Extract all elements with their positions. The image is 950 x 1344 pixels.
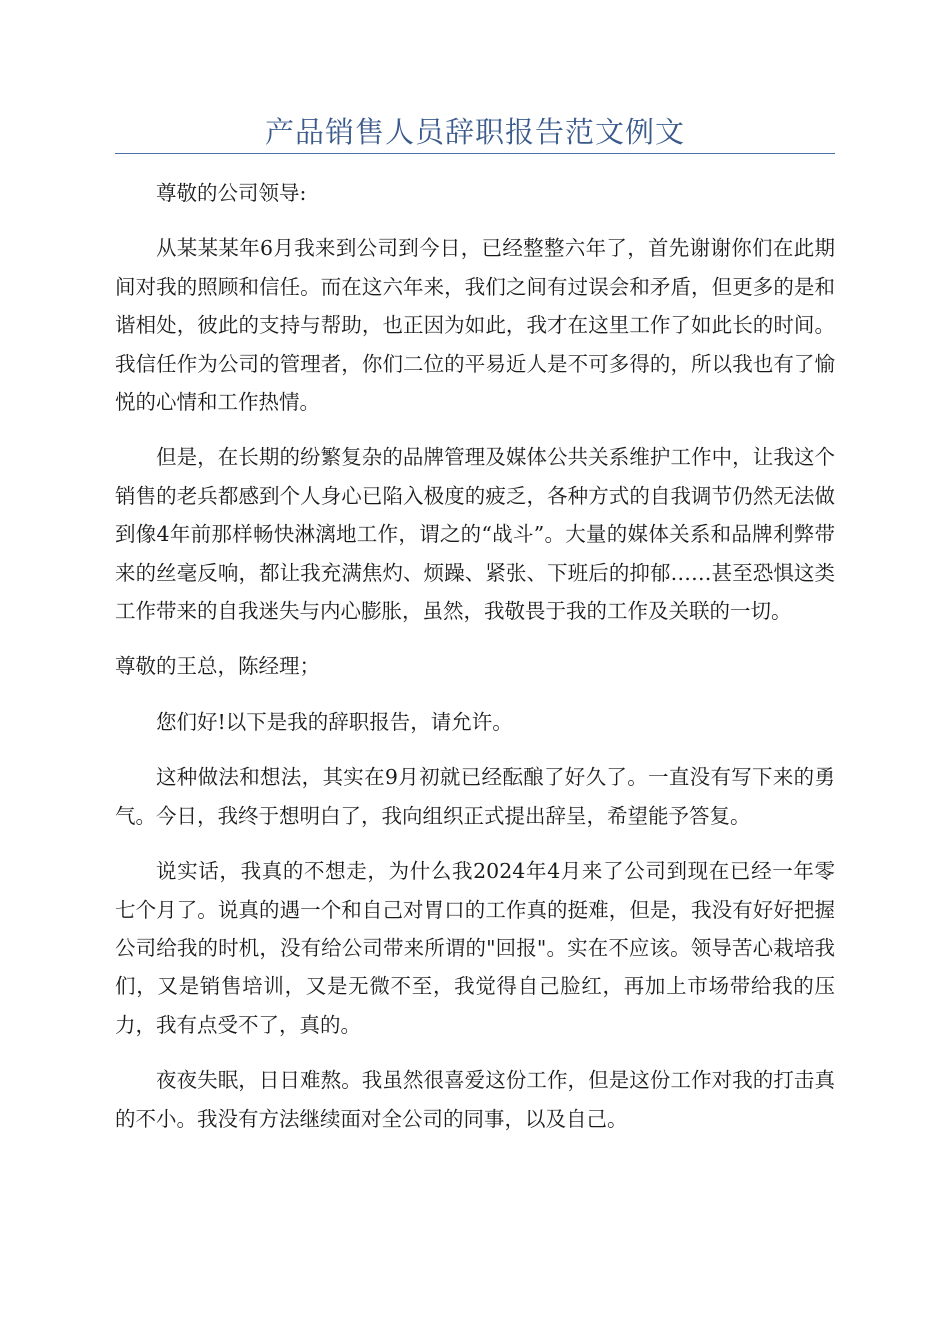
paragraph: 夜夜失眠，日日难熬。我虽然很喜爱这份工作，但是这份工作对我的打击真的不小。我没有方法继续面对全公司的同事，以及自己。 <box>115 1068 835 1131</box>
paragraph-salutation: 尊敬的王总，陈经理； <box>115 654 320 679</box>
document-body <box>115 174 835 1155</box>
paragraph-salutation: 尊敬的公司领导: <box>156 181 307 205</box>
paragraph: 但是，在长期的纷繁复杂的品牌管理及媒体公共关系维护工作中，让我这个销售的老兵都感到个人身心已陷入极度的疲乏，各种方式的自我调节仍然无法做到像4年前那样畅快淋漓地工作，谓之的“战斗”。大量的媒体关系和品牌利弊带来的丝毫反响，都让我充满焦灼、烦躁、紧张、下班后的抑郁……甚至恐惧这类工作带来的自我迷失与内心膨胀，虽然，我敬畏于我的工作及关联的一切。 <box>115 445 835 624</box>
title-underline <box>115 153 835 154</box>
document-title: 产品销售人员辞职报告范文例文 <box>264 115 685 149</box>
paragraph: 说实话，我真的不想走，为什么我2024年4月来了公司到现在已经一年零七个月了。说真的遇一个和自己对胃口的工作真的挺难，但是，我没有好好把握公司给我的时机，没有给公司带来所谓的"回报"。实在不应该。领导苦心栽培我们，又是销售培训，又是无微不至，我觉得自己脸红，再加上市场带给我的压力，我有点受不了，真的。 <box>115 859 835 1037</box>
paragraph: 从某某某年6月我来到公司到今日，已经整整六年了，首先谢谢你们在此期间对我的照顾和信任。而在这六年来，我们之间有过误会和矛盾，但更多的是和谐相处，彼此的支持与帮助，也正因为如此，我才在这里工作了如此长的时间。我信任作为公司的管理者，你们二位的平易近人是不可多得的，所以我也有了愉悦的心情和工作热情。 <box>115 236 835 415</box>
paragraph: 您们好!以下是我的辞职报告，请允许。 <box>156 709 513 734</box>
paragraph: 这种做法和想法，其实在9月初就已经酝酿了好久了。一直没有写下来的勇气。今日，我终于想明白了，我向组织正式提出辞呈，希望能予答复。 <box>115 765 835 828</box>
